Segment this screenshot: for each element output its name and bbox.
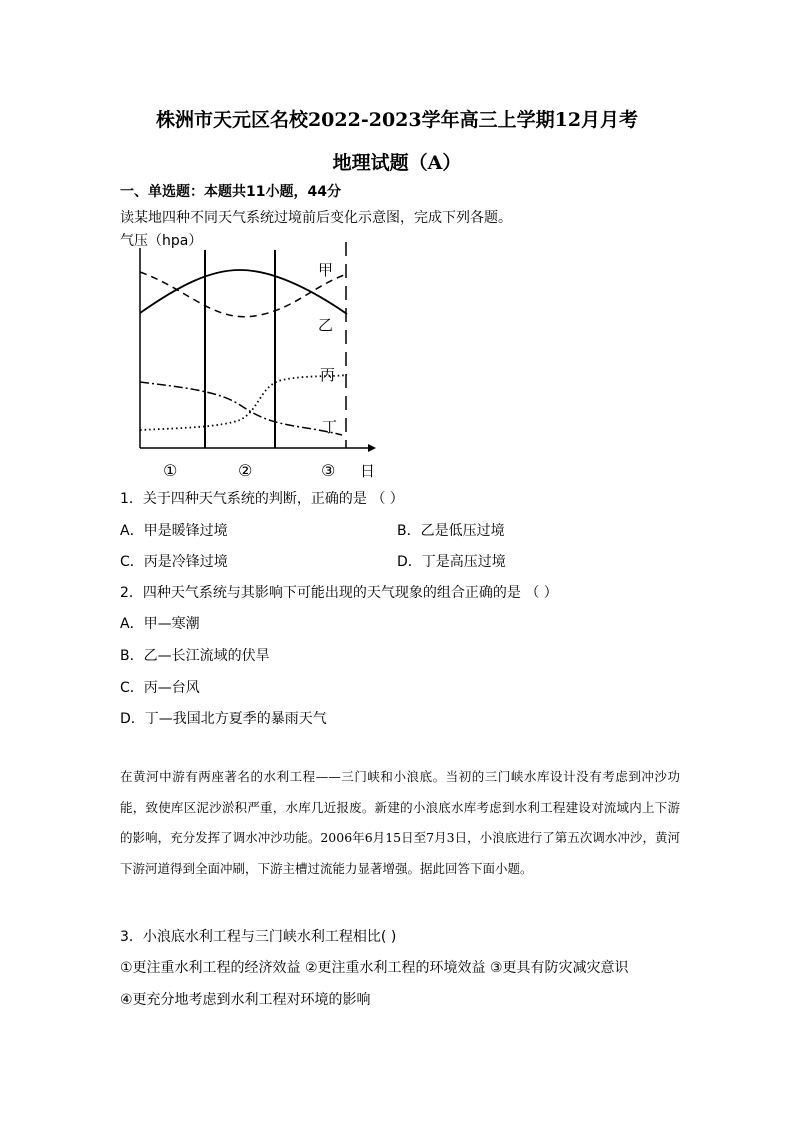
reading-passage (120, 762, 680, 884)
series-label-jia: 甲 (318, 261, 334, 279)
series-label-ding: 丁 (322, 418, 338, 436)
section-intro: 读某地四种不同天气系统过境前后变化示意图，完成下列各题。 (120, 210, 512, 226)
question-3-stem: 3．小浪底水利工程与三门峡水利工程相比( ) (120, 929, 397, 945)
x-tick-1: ① (163, 461, 178, 480)
q1-option-d: D．丁是高压过境 (397, 554, 506, 570)
x-tick-3: ③ (321, 461, 336, 480)
page-subtitle: 地理试题（A） (332, 152, 462, 174)
series-ding-line (140, 382, 342, 435)
page-title: 株洲市天元区名校2022-2023学年高三上学期12月月考 (155, 109, 639, 131)
q2-option-b: B．乙—长江流域的伏旱 (120, 648, 270, 664)
question-1-stem: 1．关于四种天气系统的判断，正确的是 （ ） (120, 491, 404, 507)
passage-text: 在黄河中游有两座著名的水利工程——三门峡和小浪底。当初的三门峡水库设计没有考虑到冲沙功能，致使库区泥沙淤积严重，水库几近报废。新建的小浪底水库考虑到水利工程建设对流域内上下游的影响，充分发挥了调水冲沙功能。2006年6月15日至7月3日，小浪底进行了第五次调水冲沙，黄河下游河道得到全面冲刷，下游主槽过流能力显著增强。据此回答下面小题。 (120, 769, 680, 876)
pressure-chart (110, 230, 400, 480)
q1-option-c: C．丙是冷锋过境 (120, 554, 228, 570)
q3-statements-line2: ④更充分地考虑到水利工程对环境的影响 (120, 992, 371, 1008)
q3-statements-line1: ①更注重水利工程的经济效益 ②更注重水利工程的环境效益 ③更具有防灾减灾意识 (120, 960, 629, 976)
q2-option-d: D．丁—我国北方夏季的暴雨天气 (120, 711, 327, 727)
q2-option-c: C．丙—台风 (120, 680, 200, 696)
question-2-stem: 2．四种天气系统与其影响下可能出现的天气现象的组合正确的是 （ ） (120, 585, 558, 601)
x-tick-2: ② (238, 461, 253, 480)
q1-option-a: A．甲是暖锋过境 (120, 523, 228, 539)
series-yi-line (140, 270, 347, 314)
q2-option-a: A．甲—寒潮 (120, 616, 200, 632)
section-heading: 一、单选题：本题共11小题，44分 (120, 184, 341, 200)
series-bing-line (140, 375, 347, 430)
x-axis-arrow (368, 444, 376, 452)
chart-ylabel: 气压（hpa） (120, 233, 203, 249)
chart-xlabel: 日 (360, 462, 376, 480)
series-label-yi: 乙 (318, 316, 334, 334)
series-label-bing: 丙 (320, 366, 336, 384)
q1-option-b: B．乙是低压过境 (397, 523, 505, 539)
